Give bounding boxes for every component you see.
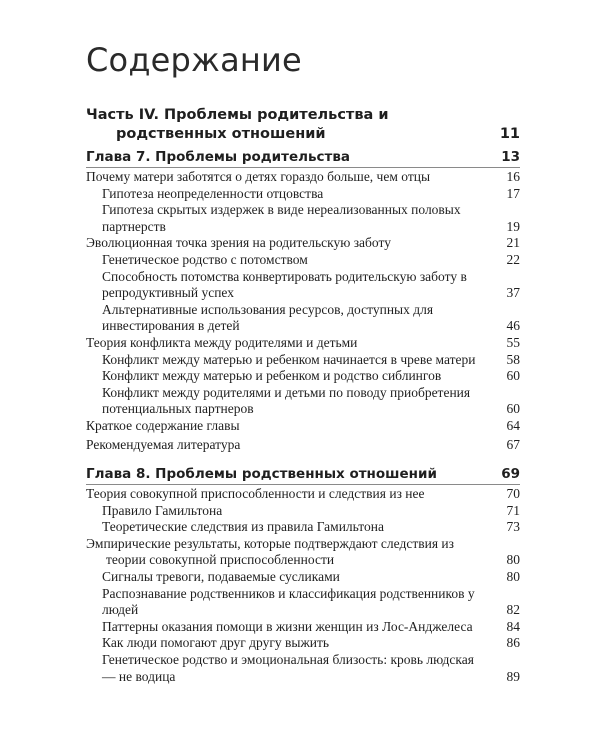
toc-page-number: 84 — [506, 618, 520, 634]
toc-entry-title: Распознавание родственников и классификация родственников у людей — [102, 585, 475, 618]
toc-page — [86, 38, 520, 685]
toc-entry-title: Гипотеза неопределенности отцовства — [102, 185, 324, 201]
toc-chapter-entry[interactable] — [86, 465, 520, 483]
toc-entry-title: Как люди помогают друг другу выжить — [102, 635, 330, 651]
toc-page-number: 22 — [506, 251, 520, 267]
toc-entry-title: Правило Гамильтона — [102, 502, 223, 518]
toc-page-number: 89 — [506, 668, 520, 684]
toc-entry-title: Теория конфликта между родителями и детьми — [86, 334, 358, 350]
toc-subsection-entry[interactable] — [86, 569, 520, 586]
toc-subsection-entry[interactable] — [86, 586, 520, 619]
toc-section-entry[interactable] — [86, 335, 520, 352]
toc-page-number: 13 — [501, 149, 520, 165]
toc-page-number: 80 — [506, 552, 520, 568]
toc-chapter-title: Глава 7. Проблемы родительства — [86, 149, 351, 165]
toc-page-number: 11 — [499, 126, 520, 142]
toc-subsection-entry[interactable] — [86, 252, 520, 269]
toc-part-entry[interactable] — [86, 106, 520, 144]
toc-page-number: 86 — [506, 635, 520, 651]
toc-page-number: 21 — [506, 235, 520, 251]
toc-entry-title: Почему матери заботятся о детях гораздо больше, чем отцы — [86, 169, 431, 184]
toc-page-number: 82 — [506, 602, 520, 618]
toc-section-entry[interactable] — [86, 418, 520, 435]
page-title: Содержание — [86, 41, 302, 79]
toc-page-number: 37 — [506, 285, 520, 301]
toc-subsection-entry[interactable] — [86, 368, 520, 385]
toc-section-entry[interactable] — [86, 536, 520, 569]
toc-page-number: 80 — [506, 569, 520, 585]
toc-entry-title: Сигналы тревоги, подаваемые сусликами — [102, 569, 340, 585]
divider — [86, 484, 520, 485]
toc-entry-title: Теоретические следствия из правила Гамильтона — [102, 519, 384, 535]
toc-subsection-entry[interactable] — [86, 269, 520, 302]
toc-entry-title: Генетическое родство и эмоциональная близость: кровь людская — не водица — [102, 652, 474, 684]
toc-subsection-entry[interactable] — [86, 652, 520, 685]
toc-page-number: 16 — [506, 169, 520, 184]
toc-entry-title: Краткое содержание главы — [86, 417, 240, 433]
toc-page-number: 69 — [501, 466, 520, 483]
toc-entry-title: Конфликт между матерью и ребенком и родство сиблингов — [102, 368, 442, 384]
toc-subsection-entry[interactable] — [86, 186, 520, 203]
toc-subsection-entry[interactable] — [86, 302, 520, 335]
toc-page-number: 19 — [506, 218, 520, 234]
toc-subsection-entry[interactable] — [86, 635, 520, 652]
toc-entry-title: Рекомендуемая литература — [86, 436, 241, 452]
toc-chapter-entry[interactable] — [86, 148, 520, 166]
toc-section-entry[interactable] — [86, 486, 520, 503]
toc-entry-title: Теория совокупной приспособленности и следствия из нее — [86, 486, 425, 502]
toc-chapter-title: Глава 8. Проблемы родственных отношений — [86, 466, 437, 483]
table-of-contents — [86, 106, 520, 685]
toc-entry-title: Эволюционная точка зрения на родительскую заботу — [86, 235, 391, 251]
toc-page-number: 17 — [506, 185, 520, 201]
divider — [86, 167, 520, 168]
toc-page-number: 70 — [506, 486, 520, 502]
toc-entry-title: Генетическое родство с потомством — [102, 251, 308, 267]
toc-page-number: 71 — [506, 502, 520, 518]
toc-page-number: 58 — [506, 351, 520, 367]
toc-entry-title: Способность потомства конвертировать родительскую заботу в репродуктивный успех — [102, 268, 467, 301]
toc-entry-title: Конфликт между матерью и ребенком начинается в чреве матери — [102, 351, 476, 367]
toc-page-number: 60 — [506, 401, 520, 417]
toc-subsection-entry[interactable] — [86, 619, 520, 636]
toc-subsection-entry[interactable] — [86, 202, 520, 235]
toc-entry-title: Конфликт между родителями и детьми по поводу приобретения потенциальных партнеров — [102, 384, 471, 417]
toc-entry-title: Альтернативные использования ресурсов, доступных для инвестирования в детей — [102, 301, 434, 334]
toc-page-number: 64 — [506, 417, 520, 433]
toc-section-entry[interactable] — [86, 437, 520, 454]
toc-page-number: 60 — [506, 368, 520, 384]
toc-subsection-entry[interactable] — [86, 503, 520, 520]
toc-page-number: 55 — [506, 334, 520, 350]
toc-page-number: 46 — [506, 318, 520, 334]
toc-page-number: 67 — [506, 436, 520, 452]
toc-part-title: Часть IV. Проблемы родительства и родственных отношений — [86, 107, 389, 142]
toc-section-entry[interactable] — [86, 235, 520, 252]
toc-subsection-entry[interactable] — [86, 385, 520, 418]
toc-page-number: 73 — [506, 519, 520, 535]
toc-entry-title: Паттерны оказания помощи в жизни женщин из Лос-Анджелеса — [102, 618, 473, 634]
toc-section-entry[interactable] — [86, 169, 520, 186]
toc-entry-title: Гипотеза скрытых издержек в виде нереализованных половых партнерств — [102, 202, 461, 234]
toc-subsection-entry[interactable] — [86, 519, 520, 536]
toc-subsection-entry[interactable] — [86, 352, 520, 369]
toc-entry-title: Эмпирические результаты, которые подтверждают следствия из теории совокупной приспособленности — [86, 535, 454, 568]
